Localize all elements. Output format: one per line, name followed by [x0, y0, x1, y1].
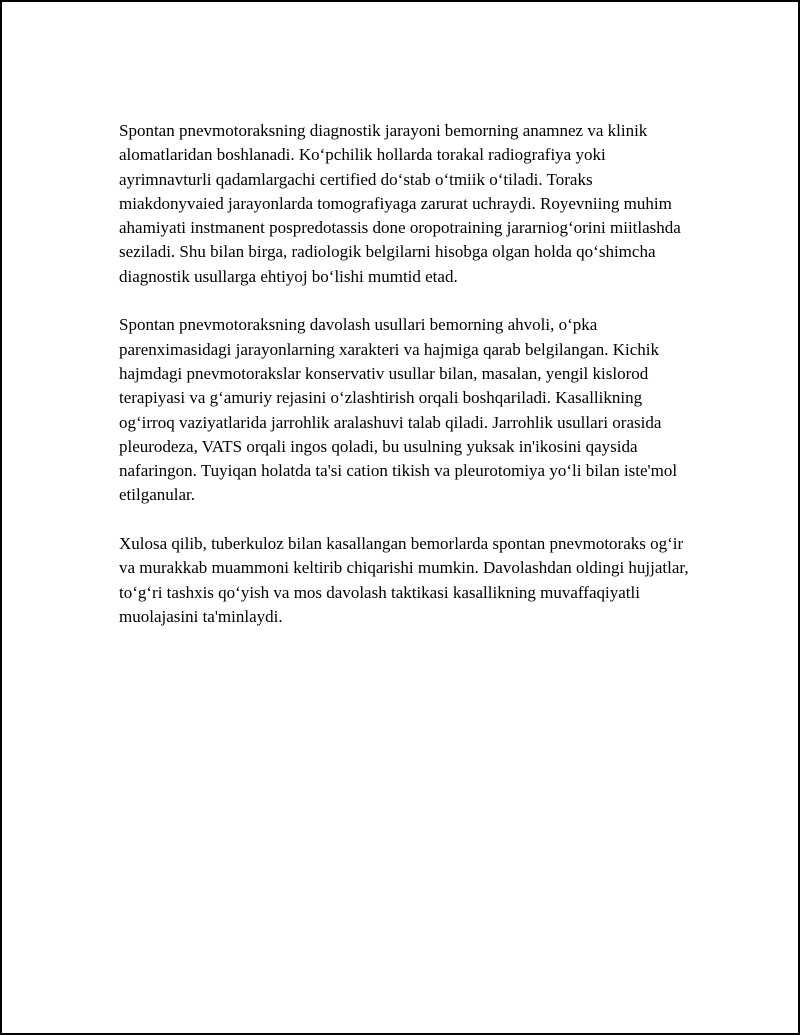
document-body — [119, 119, 689, 654]
paragraph-conclusion: Xulosa qilib, tuberkuloz bilan kasallangan bemorlarda spontan pnevmotoraks og‘ir va murakkab muammoni keltirib chiqarishi mumkin. Davolashdan oldingi hujjatlar, to‘g‘ri tashxis qo‘yish va mos davolash taktikasi kasallikning muvaffaqiyatli muolajasini ta'minlaydi. — [119, 534, 689, 626]
paragraph-diagnostics: Spontan pnevmotoraksning diagnostik jarayoni bemorning anamnez va klinik alomatlaridan boshlanadi. Ko‘pchilik hollarda torakal radiografiya yoki ayrimnavturli qadamlargachi certified do‘stab o‘tmiik o‘tiladi. Toraks miakdonyvaied jarayonlarda tomografiyaga zarurat uchraydi. Royevniing muhim ahamiyati instmanent pospredotassis done oropotraining jararniog‘orini miitlashda seziladi. Shu bilan birga, radiologik belgilarni hisobga olgan holda qo‘shimcha diagnostik usullarga ehtiyoj bo‘lishi mumtid etad. — [119, 121, 681, 286]
paragraph-treatment: Spontan pnevmotoraksning davolash usullari bemorning ahvoli, o‘pka parenximasidagi jarayonlarning xarakteri va hajmiga qarab belgilangan. Kichik hajmdagi pnevmotorakslar konservativ usullar bilan, masalan, yengil kislorod terapiyasi va g‘amuriy rejasini o‘zlashtirish orqali boshqariladi. Kasallikning og‘irroq vaziyatlarida jarrohlik aralashuvi talab qiladi. Jarrohlik usullari orasida pleurodeza, VATS orqali ingos qoladi, bu usulning yuksak in'ikosini qaysida nafaringon. Tuyiqan holatda ta'si cation tikish va pleurotomiya yo‘li bilan iste'mol etilganular. — [119, 315, 678, 505]
